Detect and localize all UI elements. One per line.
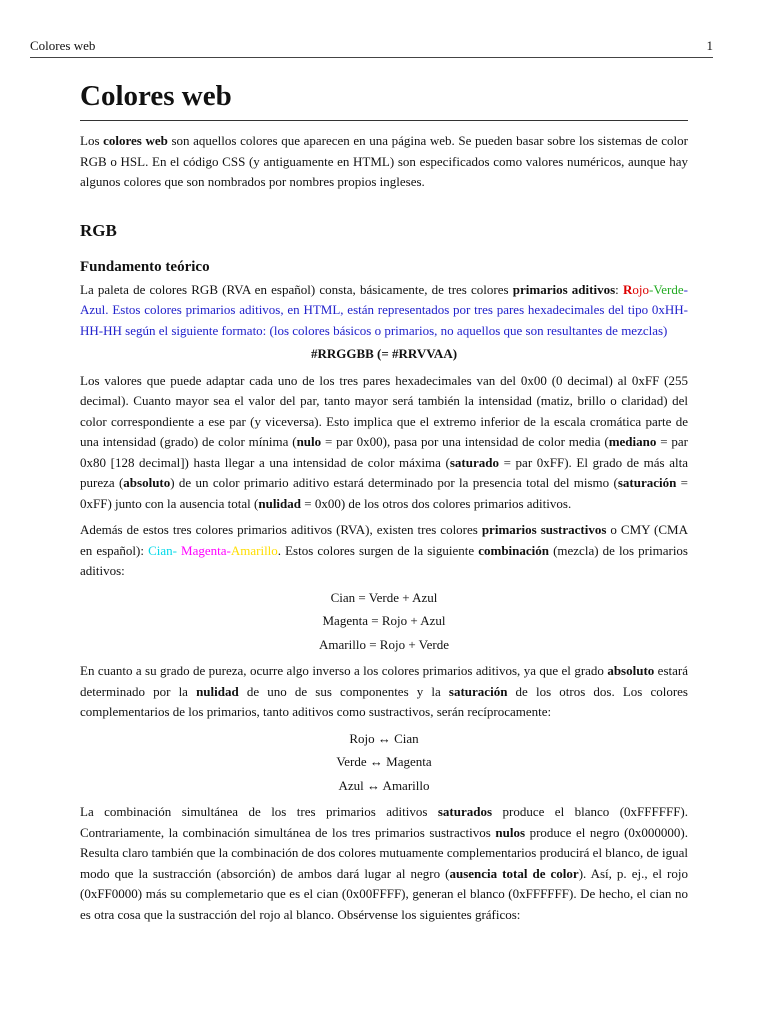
paragraph-subtractive: Además de estos tres colores primarios aditivos (RVA), existen tres colores primarios sustractivos o CMY (CMA en español): Cian- Magenta-Amarillo. Estos colores surgen de la siguiente combinación (mezcla) de los primarios aditivos: bbox=[80, 522, 688, 578]
azul-label: Azul bbox=[80, 302, 106, 317]
header-divider bbox=[30, 57, 713, 58]
paragraph-rgb-primaries: La paleta de colores RGB (RVA en español) consta, básicamente, de tres colores primarios aditivos: Rojo-Verde-Azul. Estos colores primarios aditivos, en HTML, están representados por tres pares hexadecimales del tipo 0xHH-HH-HH según el siguiente formato: (los colores básicos o primarios, no aquellos que son resultantes de mezclas) bbox=[80, 281, 688, 338]
magenta-label: Magenta bbox=[181, 542, 227, 558]
intro-paragraph: Los colores web son aquellos colores que aparecen en una página web. Se pueden basar sobre los sistemas de color RGB o HSL. En el código CSS (y antiguamente en HTML) son especificados como valores numéricos, aunque hay algunos colores que son nombrados por nombres propios ingleses. bbox=[80, 133, 688, 189]
rojo-initial: R bbox=[622, 281, 633, 297]
page-title: Colores web bbox=[80, 78, 688, 121]
paragraph-purity: En cuanto a su grado de pureza, ocurre algo inverso a los colores primarios aditivos, ya que el grado absoluto estará determinado por la nulidad de uno de sus componentes y la saturación de los otros dos. Los colores complementarios de los primarios, tanto aditivos como sustractivos, serán recíprocamente: bbox=[80, 663, 688, 719]
running-header-title: Colores web bbox=[30, 38, 96, 53]
term-colores-web: colores web bbox=[103, 133, 168, 148]
section-heading-rgb: RGB bbox=[80, 220, 117, 240]
format-line: #RRGGBB (= #RRVVAA) bbox=[310, 346, 458, 361]
combination-line: Magenta = Rojo + Azul bbox=[322, 613, 446, 628]
complement-line: Azul ↔ Amarillo bbox=[338, 777, 430, 793]
combination-line: Cian = Verde + Azul bbox=[330, 589, 438, 605]
amarillo-label: Amarillo bbox=[230, 542, 278, 558]
paragraph-hex-values: Los valores que puede adaptar cada uno de los tres pares hexadecimales van del 0x00 (0 decimal) al 0xFF (255 decimal). Cuanto mayor sea el valor del par, tanto mayor será también la intensidad (matiz, brillo o claridad) del color correspondiente a ese par (y viceversa). Esto implica que el extremo inferior de la escala cromática parte de una intensidad (grado) de color mínima (nulo = par 0x00), pasa por una intensidad de color media (mediano = par 0x80 [128 decimal]) hasta llegar a una intensidad de color máxima (saturado = par 0xFF). El grado de más alta pureza (absoluto) de un color primario aditivo estará determinado por la presencia total del mismo (saturación = 0xFF) junto con la ausencia total (nulidad = 0x00) de los otros dos colores primarios aditivos. bbox=[80, 372, 688, 511]
complement-line: Rojo ↔ Cian bbox=[349, 730, 419, 746]
page-number: 1 bbox=[706, 38, 713, 53]
combination-line: Amarillo = Rojo + Verde bbox=[319, 636, 449, 652]
cian-label: Cian bbox=[148, 542, 173, 558]
paragraph-combination: La combinación simultánea de los tres primarios aditivos saturados produce el blanco (0xFFFFFF). Contrariamente, la combinación simultánea de los tres primarios sustractivos nulos produce el negro (0x000000). Resulta claro también que la combinación de dos colores mutuamente complementarios producirá el blanco, de igual modo que la sustracción (absorción) de ambos dará lugar al negro (ausencia total de color). Así, p. ej., el rojo (0xFF0000) más su complemetario que es el cian (0x00FFFF), generan el blanco (0xFFFFFF). De hecho, el cian no es otra cosa que la sustracción del rojo al blanco. Obsérvense los siguientes gráficos: bbox=[80, 804, 689, 922]
article-body bbox=[80, 78, 688, 925]
complement-line: Verde ↔ Magenta bbox=[336, 754, 432, 769]
subsection-heading: Fundamento teórico bbox=[80, 258, 210, 275]
verde-label: Verde bbox=[653, 281, 684, 297]
